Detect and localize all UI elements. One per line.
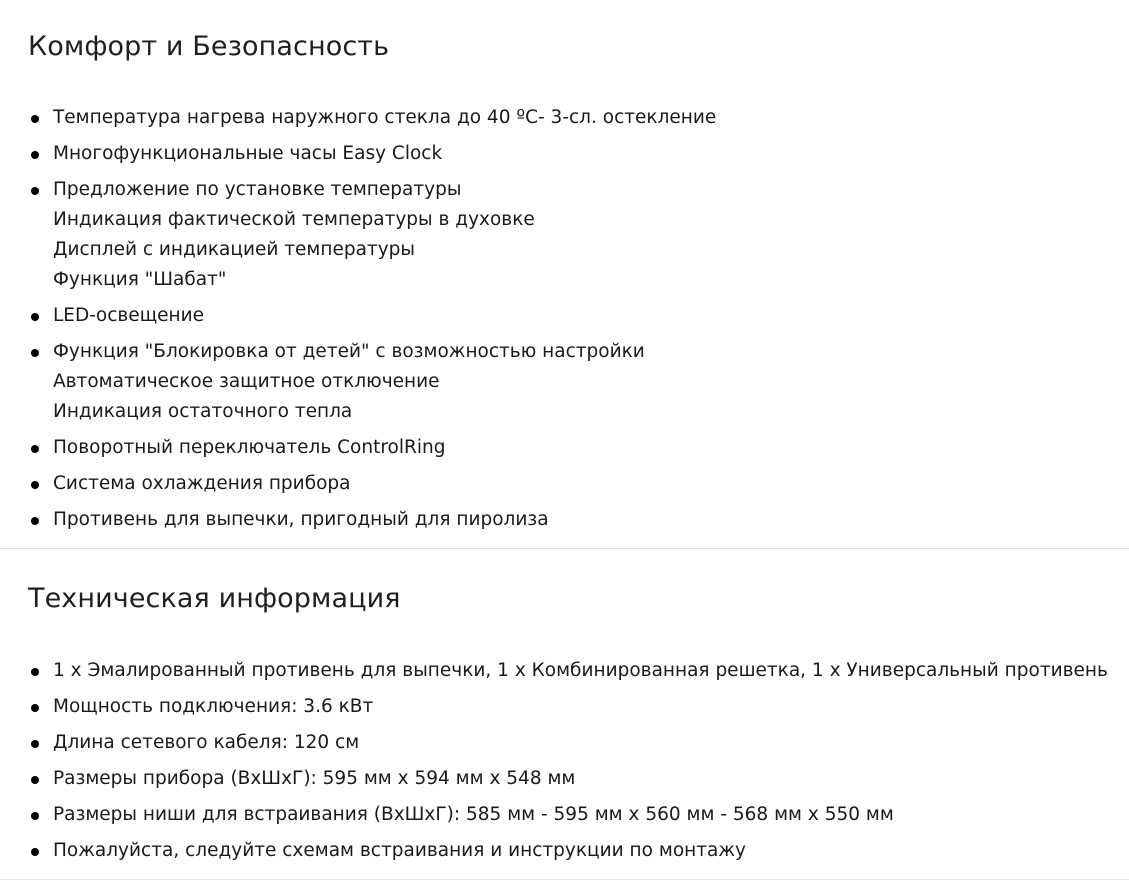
feature-item (0, 175, 716, 295)
feature-item (0, 433, 716, 463)
bullet-icon (31, 481, 39, 489)
feature-text: Индикация остаточного тепла (53, 401, 353, 422)
feature-text: Многофункциональные часы Easy Clock (53, 143, 443, 164)
section-title: Комфорт и Безопасность (28, 31, 390, 62)
feature-item (0, 337, 716, 427)
bullet-icon (31, 848, 39, 856)
spec-text: Размеры ниши для встраивания (ВхШхГ): 585 мм - 595 мм x 560 мм - 568 мм x 550 мм (53, 804, 894, 825)
spec-item (0, 764, 1108, 794)
feature-text: Температура нагрева наружного стекла до 40 ºC- 3-сл. остекление (53, 107, 717, 128)
feature-text: Поворотный переключатель ControlRing (53, 437, 446, 458)
bullet-icon (31, 445, 39, 453)
feature-item (0, 301, 716, 331)
spec-text: Пожалуйста, следуйте схемам встраивания и инструкции по монтажу (53, 840, 746, 861)
feature-item (0, 139, 716, 169)
feature-text: LED-освещение (53, 305, 204, 326)
spec-list (0, 656, 1108, 872)
spec-item (0, 836, 1108, 866)
feature-item (0, 505, 716, 535)
bullet-icon (31, 776, 39, 784)
feature-text: Индикация фактической температуры в духовке (53, 209, 535, 230)
feature-list (0, 103, 716, 541)
bullet-icon (31, 812, 39, 820)
feature-text: Функция "Блокировка от детей" с возможностью настройки (53, 341, 645, 362)
feature-text: Система охлаждения прибора (53, 473, 351, 494)
bullet-icon (31, 740, 39, 748)
section-title: Техническая информация (28, 583, 401, 614)
spec-text: 1 x Эмалированный противень для выпечки, 1 x Комбинированная решетка, 1 x Универсальный противень (53, 660, 1108, 681)
section-divider (0, 879, 1129, 880)
bullet-icon (31, 151, 39, 159)
feature-text: Функция "Шабат" (53, 269, 227, 290)
spec-item (0, 692, 1108, 722)
section-divider (0, 548, 1129, 549)
spec-item (0, 800, 1108, 830)
technical-info-section (0, 550, 1129, 880)
spec-item (0, 656, 1108, 686)
bullet-icon (31, 313, 39, 321)
bullet-icon (31, 517, 39, 525)
feature-text: Автоматическое защитное отключение (53, 371, 440, 392)
bullet-icon (31, 115, 39, 123)
spec-text: Длина сетевого кабеля: 120 см (53, 732, 360, 753)
feature-text: Предложение по установке температуры (53, 179, 462, 200)
bullet-icon (31, 349, 39, 357)
bullet-icon (31, 704, 39, 712)
feature-text: Противень для выпечки, пригодный для пиролиза (53, 509, 549, 530)
bullet-icon (31, 187, 39, 195)
feature-item (0, 469, 716, 499)
spec-text: Мощность подключения: 3.6 кВт (53, 696, 374, 717)
bullet-icon (31, 668, 39, 676)
feature-item (0, 103, 716, 133)
spec-text: Размеры прибора (ВхШхГ): 595 мм x 594 мм x 548 мм (53, 768, 576, 789)
feature-text: Дисплей с индикацией температуры (53, 239, 415, 260)
spec-item (0, 728, 1108, 758)
